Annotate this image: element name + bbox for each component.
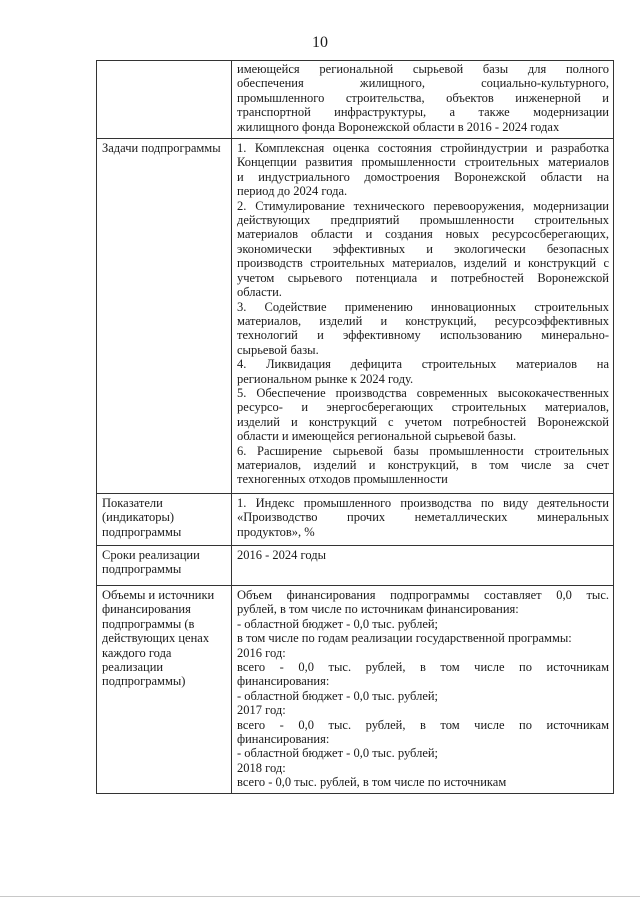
row-content: [232, 139, 614, 494]
text-line: 2016 - 2024 годы: [237, 548, 327, 562]
text-line: 5. Обеспечение производства современных высококачественных: [237, 385, 609, 400]
text-line: 1. Индекс промышленного производства по виду деятельности: [237, 495, 609, 510]
row-indicators: [97, 493, 614, 545]
text-line: материалов области и создания новых ресурсосберегающих,: [237, 227, 609, 242]
text-line: ресурсо- и энергосберегающих строительных материалов,: [237, 400, 609, 415]
text-line: 2017 год:: [237, 703, 286, 718]
text-line: всего - 0,0 тыс. рублей, в том числе по источникам: [237, 775, 507, 790]
text-line: - областной бюджет - 0,0 тыс. рублей;: [237, 616, 439, 631]
text-line: изделий и конструкций с учетом потребностей Воронежской: [237, 414, 609, 429]
row-timeline: [97, 546, 614, 586]
text-line: производств строительных материалов, изделий и конструкций с: [237, 256, 609, 271]
row-continuation: [97, 61, 614, 139]
text-line: промышленного строительства, объектов инженерной и: [237, 90, 609, 105]
text-line: имеющейся региональной сырьевой базы для полного: [237, 62, 609, 76]
text-line: области и имеющейся региональной сырьевой базы.: [237, 429, 517, 444]
text-line: - областной бюджет - 0,0 тыс. рублей;: [237, 746, 439, 761]
text-line: «Производство прочих неметаллических минеральных: [237, 510, 609, 525]
text-line: рублей, в том числе по источникам финансирования:: [237, 602, 519, 617]
row-funding: [97, 586, 614, 794]
text-line: материалов, изделий и конструкций, в том числе за счет: [237, 457, 609, 472]
text-line: материалов, изделий и конструкций, ресурсоэффективных: [237, 313, 609, 328]
text-line: области.: [237, 285, 282, 300]
row-label: Показатели (индикаторы) подпрограммы: [97, 493, 232, 545]
text-line: транспортной инфраструктуры, а также модернизации: [237, 105, 609, 120]
text-line: региональном рынке к 2024 году.: [237, 371, 414, 386]
text-line: Концепции развития промышленности строительных материалов: [237, 155, 609, 170]
page-number: 10: [312, 34, 328, 51]
row-content: [232, 586, 614, 794]
text-line: - областной бюджет - 0,0 тыс. рублей;: [237, 688, 439, 703]
subprogram-passport-table: [96, 60, 614, 794]
text-line: 4. Ликвидация дефицита строительных материалов на: [237, 357, 609, 372]
text-line: финансирования:: [237, 674, 330, 689]
row-label: Объемы и источники финансирования подпрограммы (в действующих ценах каждого года реализации подпрограммы): [97, 586, 232, 794]
row-label: [97, 61, 232, 139]
text-line: сырьевой базы.: [237, 342, 319, 357]
row-tasks: [97, 139, 614, 494]
scan-edge-line: [0, 896, 640, 897]
text-line: всего - 0,0 тыс. рублей, в том числе по источникам: [237, 717, 609, 732]
text-line: экономически эффективных и экологически безопасных: [237, 241, 609, 256]
text-line: Объем финансирования подпрограммы составляет 0,0 тыс.: [237, 588, 609, 602]
text-line: в том числе по годам реализации государственной программы:: [237, 631, 572, 646]
text-line: 3. Содействие применению инновационных строительных: [237, 299, 609, 314]
text-line: жилищного фонда Воронежской области в 2016 - 2024 годах: [237, 119, 560, 134]
text-line: финансирования:: [237, 732, 330, 747]
text-line: техногенных отходов промышленности: [237, 472, 448, 487]
text-line: период до 2024 года.: [237, 184, 348, 199]
text-line: 2. Стимулирование технического перевооружения, модернизации: [237, 198, 609, 213]
text-line: 6. Расширение сырьевой базы промышленности строительных: [237, 443, 609, 458]
text-line: 2018 год:: [237, 760, 286, 775]
text-line: 2016 год:: [237, 645, 286, 660]
text-line: продуктов», %: [237, 524, 315, 539]
text-line: обеспечения жилищного, социально-культурного,: [237, 76, 609, 91]
row-content: [232, 493, 614, 545]
row-label: Задачи подпрограммы: [97, 139, 232, 494]
text-line: 1. Комплексная оценка состояния стройиндустрии и разработка: [237, 141, 609, 156]
text-line: всего - 0,0 тыс. рублей, в том числе по источникам: [237, 660, 609, 675]
row-content: [232, 546, 614, 586]
row-content: [232, 61, 614, 139]
text-line: действующих предприятий промышленности строительных: [237, 213, 609, 228]
text-line: и индустриального домостроения Воронежской области на: [237, 169, 609, 184]
row-label: Сроки реализации подпрограммы: [97, 546, 232, 586]
text-line: учетом сырьевого потенциала и потребностей Воронежской: [237, 270, 609, 285]
text-line: технологий и эффективному использованию минерально-: [237, 328, 609, 343]
